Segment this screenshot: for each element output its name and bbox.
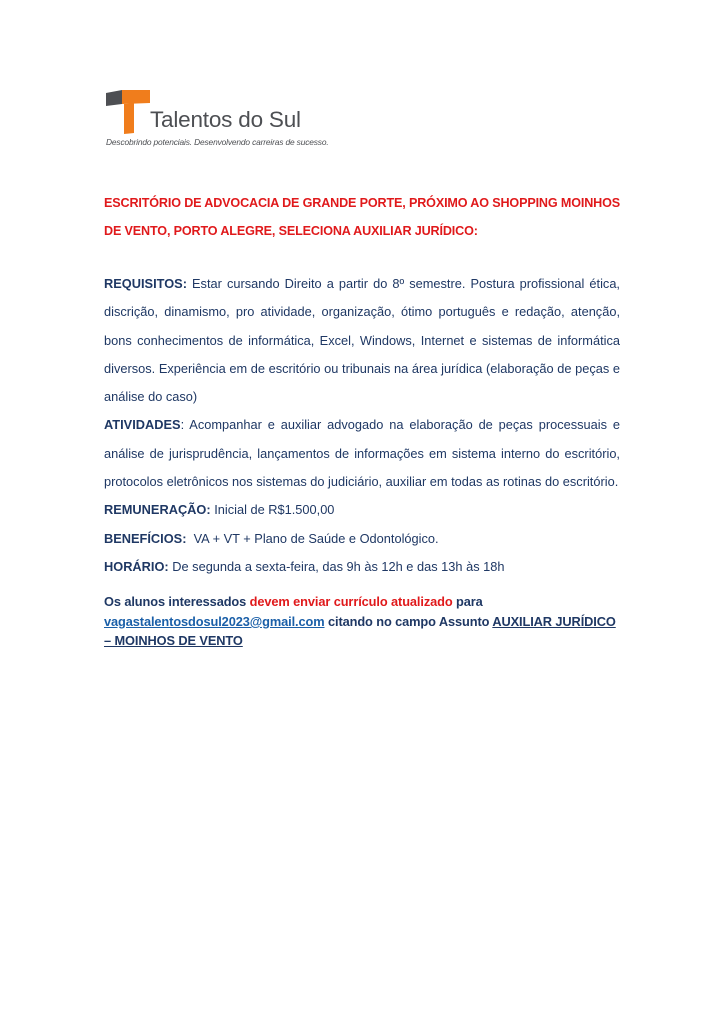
job-posting bbox=[104, 189, 620, 651]
requisitos-text: Estar cursando Direito a partir do 8º semestre. Postura profissional ética, discrição, dinamismo, pro atividade, organização, ótimo português e redação, atenção, bons conhecimentos de informática, Excel, Windows, Internet e sistemas de informática diversos. Experiência em de escritório ou tribunais na área jurídica (elaboração de peças e análise do caso) bbox=[104, 276, 620, 405]
atividades-paragraph bbox=[104, 411, 620, 496]
email-subject: AUXILIAR JURÍDICO – MOINHOS DE VENTO bbox=[104, 613, 616, 649]
atividades-text: : Acompanhar e auxiliar advogado na elaboração de peças processuais e análise de jurisprudência, lançamentos de informações em sistema interno do escritório, protocolos eletrônicos nos sistemas do judiciário, auxiliar em todas as rotinas do escritório. bbox=[104, 417, 620, 490]
contact-mid: citando no campo Assunto bbox=[324, 613, 493, 629]
contact-highlight: devem enviar currículo atualizado bbox=[249, 594, 453, 610]
logo-mark-icon bbox=[106, 90, 154, 136]
email-link[interactable]: vagastalentosdosul2023@gmail.com bbox=[104, 613, 325, 629]
company-logo bbox=[106, 90, 329, 152]
remuneracao-line bbox=[104, 496, 620, 524]
horario-line bbox=[104, 553, 620, 581]
contact-para: para bbox=[452, 594, 483, 610]
atividades-label: ATIVIDADES bbox=[104, 417, 181, 433]
logo-name: Talentos do Sul bbox=[150, 107, 301, 132]
horario-text: De segunda a sexta-feira, das 9h às 12h e das 13h às 18h bbox=[168, 558, 505, 574]
spacer bbox=[104, 245, 620, 270]
logo-tagline: Descobrindo potenciais. Desenvolvendo carreiras de sucesso. bbox=[106, 137, 329, 147]
remuneracao-label: REMUNERAÇÃO: bbox=[104, 502, 211, 518]
requisitos-label: REQUISITOS: bbox=[104, 276, 187, 291]
contact-instructions bbox=[104, 592, 620, 651]
spacer bbox=[104, 581, 620, 592]
remuneracao-text: Inicial de R$1.500,00 bbox=[210, 502, 335, 518]
beneficios-line bbox=[104, 525, 620, 553]
beneficios-label: BENEFÍCIOS: bbox=[104, 530, 187, 546]
beneficios-text: VA + VT + Plano de Saúde e Odontológico. bbox=[186, 530, 439, 546]
posting-headline: ESCRITÓRIO DE ADVOCACIA DE GRANDE PORTE, PRÓXIMO AO SHOPPING MOINHOS DE VENTO, PORTO ALEGRE, SELECIONA AUXILIAR JURÍDICO: bbox=[104, 196, 620, 238]
contact-intro: Os alunos interessados bbox=[104, 594, 250, 610]
horario-label: HORÁRIO: bbox=[104, 558, 169, 574]
requisitos-paragraph bbox=[104, 270, 620, 411]
